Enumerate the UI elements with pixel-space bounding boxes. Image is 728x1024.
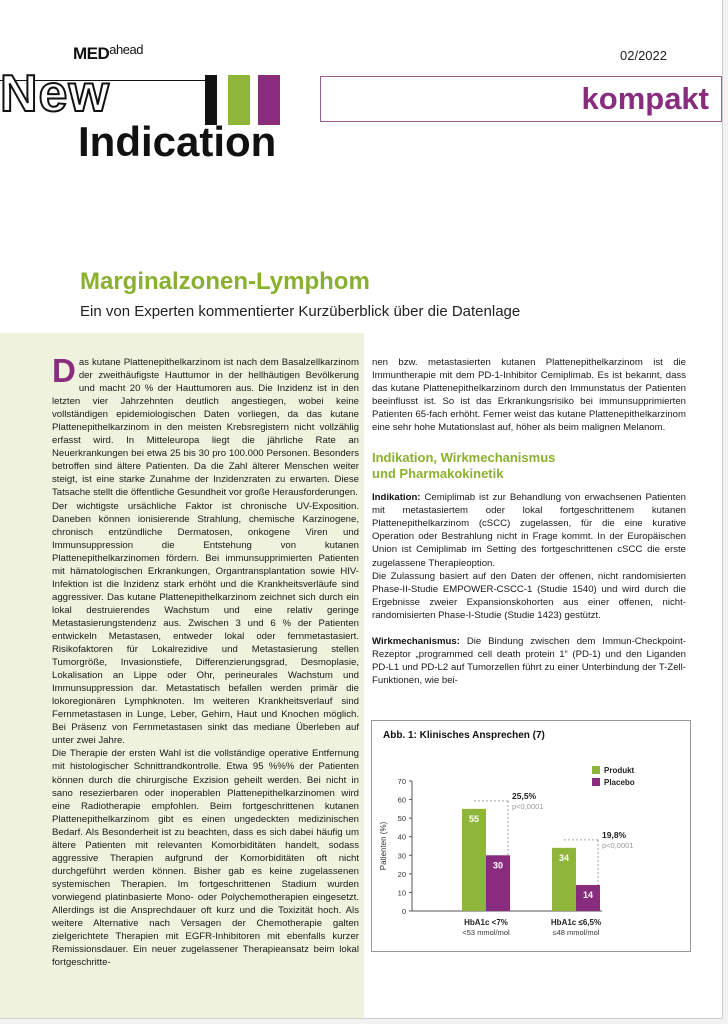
annotation-diff: 19,8% xyxy=(602,829,627,840)
title-new: New xyxy=(0,65,110,123)
y-tick-label: 50 xyxy=(397,814,406,824)
bar-value-label: 34 xyxy=(558,852,570,863)
paragraph-wirkmechanismus: Wirkmechanismus: Die Bindung zwischen dem Immun-Checkpoint-Rezeptor „programmed cell death protein 1“ (PD-1) und den Liganden PD-L1 und PD-L2 auf Tumorzellen führt zu einer Unterbindung der T-Zell-Funktionen, wie bei- xyxy=(372,635,686,686)
legend-swatch xyxy=(592,778,600,786)
bar-value-label: 30 xyxy=(492,860,504,871)
annotation-p: p<0,0001 xyxy=(512,801,544,811)
y-axis-label: Patienten (%) xyxy=(379,821,388,871)
issue-number: 02/2022 xyxy=(620,48,667,63)
category-label: HbA1c ≤6,5% xyxy=(550,918,602,927)
article-title: Marginalzonen-Lymphom xyxy=(80,268,370,295)
legend-swatch xyxy=(592,766,600,774)
y-tick-label: 60 xyxy=(397,795,406,805)
paragraph: Die Zulassung basiert auf den Daten der offenen, nicht randomisierten Phase-II-Studie EMPOWER-CSCC-1 (Studie 1540) und wird durch die Ergebnisse zweier Expansionskohorten aus einer offenen, nicht-randomisierten Phase-I-Studie (Studie 1423) gestützt. xyxy=(372,570,686,621)
figure-box xyxy=(371,720,691,952)
title-indication: Indication xyxy=(78,118,277,165)
y-tick-label: 70 xyxy=(397,777,406,786)
text-column-left xyxy=(52,352,359,969)
paragraph: Der wichtigste ursächliche Faktor ist chronische UV-Exposition. Daneben können ionisierende Strahlung, chemische Karzinogene, chronisch entzündliche Dermatosen, onkogene Viren und Immunsuppression die Entstehung von kutanen Plattenepithelkarzinomen fördern. Bei immunsupprimierten Patienten mit hämatologischen Erkrankungen, Organtransplantation sowie HIV-Infektion ist die Inzidenz stark erhöht und die Krankheitsverläufe sind aggressiver. Das kutane Plattenepithelkarzinom zeichnet sich durch ein lokal destruierendes Wachstum und eine relativ geringe Metastasierungstendenz aus. Zwischen 3 und 6 % der Patienten entwickeln Metastasen, entweder lokal oder fernmetastasiert. Risikofaktoren für Lokalrezidive und Metastasierung stellen Tumorgröße, Invasionstiefe, Differenzierungsgrad, Desmoplasie, Lokalisation an Lippe oder Ohr, perineurales Wachstum und Immunsuppression dar. Metastatisch befallen werden primär die lokoregionären Lymphknoten. Im weiteren Krankheitsverlauf sind Fernmetastasen in Lunge, Leber, Gehirn, Haut und Knochen möglich. Bei Präsenz von Fernmetastasen sinkt das mediane Überleben auf unter zwei Jahre. xyxy=(52,500,359,747)
bar xyxy=(462,809,486,911)
dropcap: D xyxy=(52,352,76,389)
y-tick-label: 0 xyxy=(401,907,406,916)
section-heading: Indikation, Wirkmechanismus und Pharmakokinetik xyxy=(372,450,556,482)
figure-title: Abb. 1: Klinisches Ansprechen (7) xyxy=(383,730,545,741)
y-tick-label: 30 xyxy=(397,851,406,861)
article-subtitle: Ein von Experten kommentierter Kurzüberblick über die Datenlage xyxy=(80,303,521,320)
paragraph-indikation: Indikation: Cemiplimab ist zur Behandlung von erwachsenen Patienten mit metastasiertem oder lokal fortgeschrittenem kutanen Plattenepithelkarzinom (cSCC) zugelassen, für die eine kurative Operation oder Bestrahlung nicht in Frage kommt. In der Europäischen Union ist Cemiplimab im Setting des fortgeschrittenen cSCC die erste zugelassene Therapieoption. xyxy=(372,492,686,569)
annotation-diff: 25,5% xyxy=(512,790,537,801)
y-tick-label: 10 xyxy=(397,888,406,898)
category-label: HbA1c <7% xyxy=(464,918,508,927)
bar-value-label: 14 xyxy=(582,890,594,900)
paragraph: Das kutane Plattenepithelkarzinom ist nach dem Basalzellkarzinom der zweithäufigste Hauttumor in der hellhäutigen Bevölkerung und macht 20 % der Hauttumoren aus. Die Inzidenz ist in den letzten vier Jahrzehnten deutlich angestiegen, wobei keine vollständigen epidemiologischen Daten vorliegen, da das kutane Plattenepithelkarzinom in den meisten Krebsregistern nicht vollzählig erfasst wird. In Mitteleuropa liegt die jährliche Rate an Neuerkrankungen bei etwa 25 bis 30 pro 100.000 Personen. Besonders betroffen sind ältere Patienten. Da die Zahl älterer Menschen weiter steigt, ist eine starke Zunahme der Inzidenzraten zu erwarten. Diese Tatsache stellt die öffentliche Gesundheit vor große Herausforderungen. xyxy=(52,352,359,499)
y-tick-label: 40 xyxy=(397,832,406,842)
kompakt-label: kompakt xyxy=(581,81,709,116)
legend-label: Produkt xyxy=(604,766,635,775)
category-sublabel: ≤48 mmol/mol xyxy=(552,928,600,937)
bar-chart xyxy=(372,721,690,951)
category-sublabel: <53 mmol/mol xyxy=(462,928,510,937)
y-tick-label: 20 xyxy=(397,869,406,879)
text-column-right xyxy=(372,356,686,687)
brand-logo: $MED^{ahead}$ xyxy=(73,42,143,63)
legend-label: Placebo xyxy=(604,778,635,787)
paragraph: Die Therapie der ersten Wahl ist die vollständige operative Entfernung mit histologischer Schnittrandkontrolle. Etwa 95 %%% der Patienten können durch die chirurgische Exzision geheilt werden. Bei nicht in sano resezierbaren oder inoperablen Plattenepithelkarzinomen wird eine Radiotherapie empfohlen. Beim fortgeschrittenen kutanen Plattenepithelkarzinom gibt es einen ungedeckten medizinischen Bedarf. Als Besonderheit ist zu beachten, dass es sich dabei häufig um ältere Patienten mit relevanten Komorbiditäten handelt, sodass aggressive Therapien aufgrund der Komorbiditäten oft nicht durchgeführt werden können. Bisher gab es keine zugelassenen systemischen Therapien. Im fortgeschrittenen Stadium wurden vorwiegend platinbasierte Mono- oder Polychemotherapien eingesetzt. Allerdings ist die Ansprechdauer oft kurz und die Toxizität hoch. Als weitere Alternative nach Versagen der Chemotherapie galten zielgerichtete Therapien mit EGFR-Inhibitoren mit ebenfalls kurzer Remissionsdauer. Ein neuer zugelassener Therapieansatz beim lokal fortgeschritte- xyxy=(52,748,359,969)
annotation-p: p<0,0001 xyxy=(602,840,634,850)
bar-value-label: 55 xyxy=(468,813,480,824)
paragraph: nen bzw. metastasierten kutanen Plattenepithelkarzinom ist die Immuntherapie mit dem PD-1-Inhibitor Cemiplimab. Es ist bekannt, dass das kutane Plattenepithelkarzinom durch den Immunstatus der Patienten beeinflusst ist. So ist das Erkrankungsrisiko bei immunsupprimierten Patienten 65-fach erhöht. Ferner weist das kutane Plattenepithelkarzinom eine sehr hohe Mutationslast auf, höher als beim malignen Melanom. xyxy=(372,357,686,434)
kompakt-box xyxy=(320,76,722,122)
